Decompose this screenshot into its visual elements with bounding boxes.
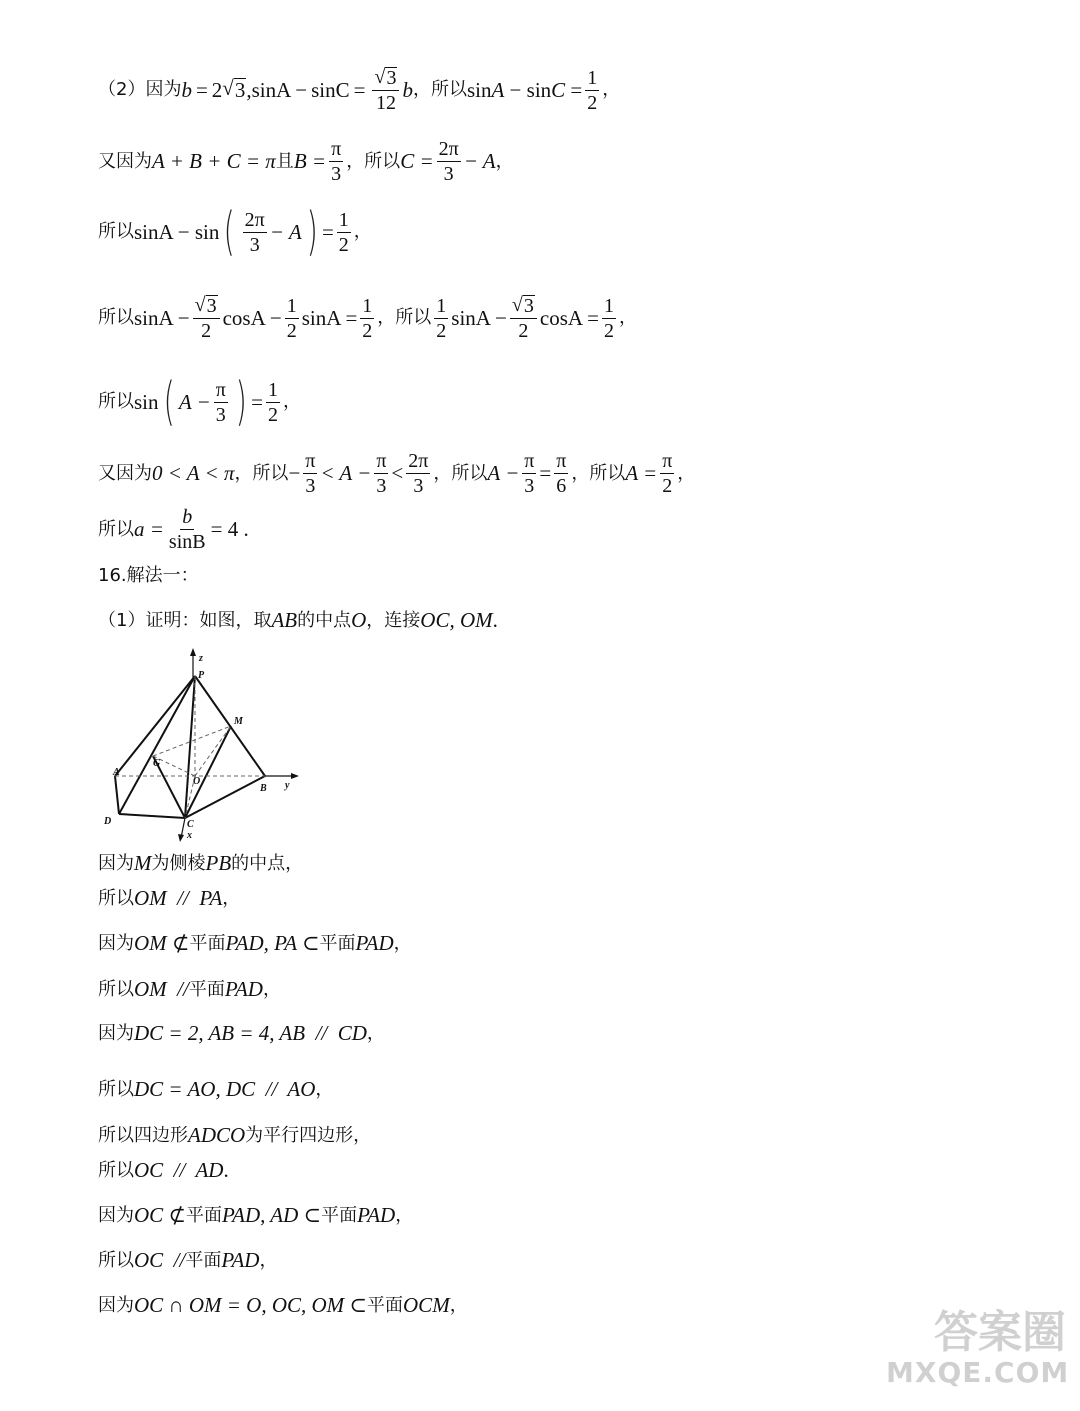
denominator: 3 (249, 233, 260, 256)
numerator: 2π (438, 138, 459, 160)
expression: PAD (355, 931, 394, 955)
denominator: 3 (413, 475, 424, 497)
expression: O (351, 608, 367, 632)
proof-line-1 (98, 610, 498, 631)
text: ，所以 (433, 462, 488, 484)
denominator: 3 (331, 163, 342, 185)
expression: sinA − (451, 305, 507, 330)
fraction-pi-over-2 (660, 450, 674, 497)
watermark-bottom: MXQE.COM (886, 1356, 1070, 1389)
text: 平面 (319, 932, 356, 954)
expression: A − (487, 461, 520, 485)
numerator: π (376, 450, 387, 472)
minus: − (295, 77, 308, 102)
numerator: 1 (587, 66, 598, 89)
text: 所以 (98, 1078, 134, 1100)
text: 平面 (188, 978, 225, 1000)
watermark-logo (886, 1307, 1070, 1401)
numerator: π (524, 450, 535, 472)
expression: OC // AD (134, 1158, 224, 1182)
expression: PAD, PA ⊂ (225, 931, 320, 955)
expression: OC, OM (420, 608, 493, 632)
edge-MC (185, 726, 231, 818)
fraction-pi-over-3 (329, 138, 343, 185)
proof-line-3 (98, 888, 240, 909)
x-arrow (178, 834, 184, 842)
denominator: 2 (338, 233, 349, 256)
label-C: C (187, 819, 194, 830)
text: 所以 (98, 221, 134, 242)
text: 因为 (98, 1022, 134, 1044)
expression: OM ⊄ (134, 931, 190, 955)
minus: − (288, 461, 301, 485)
pyramid-diagram (95, 648, 305, 843)
numerator: π (215, 378, 226, 401)
numerator: π (662, 450, 673, 472)
denominator: 2 (201, 320, 212, 342)
equals: = (539, 461, 552, 485)
text: 所以 (98, 391, 134, 412)
proof-line-4 (98, 933, 412, 954)
text: ，所以 (346, 150, 401, 172)
denominator: 2 (587, 91, 598, 114)
denominator: sinB (168, 531, 206, 553)
expression: PAD, AD ⊂ (222, 1203, 322, 1227)
text: 又因为 (98, 462, 152, 484)
label-x: x (187, 830, 192, 841)
text: ， (282, 391, 301, 412)
expression: < A − (320, 461, 372, 485)
sqrt-3: √ 3 (222, 76, 246, 103)
fraction-root3-over-2: √ 3 2 (193, 294, 220, 342)
text: 因为 (98, 852, 134, 874)
proof-line-5 (98, 979, 281, 1000)
text: . (223, 1158, 229, 1182)
expression: A = (625, 461, 658, 485)
text: ，所以 (412, 79, 467, 100)
numerator: 1 (267, 378, 278, 401)
text: 因为 (98, 932, 134, 954)
text: ， (618, 307, 637, 328)
expression: DC = AO, DC // AO (134, 1077, 316, 1101)
right-paren: ) (306, 202, 318, 262)
denominator: 2 (603, 319, 614, 342)
edge-AD (115, 776, 119, 814)
numerator: 2π (244, 208, 265, 231)
expression: − A (269, 219, 302, 244)
label-D: D (104, 816, 112, 827)
denominator: 2 (362, 319, 373, 342)
fraction-2pi-over-3 (437, 138, 461, 185)
text: 为平行四边形， (245, 1124, 372, 1146)
fraction-half (337, 209, 351, 256)
radicand: 3 (206, 295, 217, 317)
fraction-half (285, 295, 299, 342)
text: ， (449, 1294, 468, 1316)
equals: = (195, 77, 208, 102)
expression: sinA − sin (134, 219, 220, 244)
text: 所以 (98, 887, 134, 909)
numerator: 1 (338, 208, 349, 231)
expression: OCM (403, 1293, 450, 1317)
proof-line-8 (98, 1125, 371, 1146)
expression: A + B + C = π (152, 149, 276, 173)
text: ， (393, 932, 412, 954)
solution-line-4 (98, 294, 637, 342)
expression: 0 < A < π (152, 461, 235, 485)
text: 平面 (321, 1204, 358, 1226)
solution-line-5 (98, 372, 301, 432)
expression: cosA = (539, 305, 599, 330)
edge-OM (195, 726, 231, 776)
text: . (492, 608, 498, 632)
denominator: 2 (662, 475, 673, 497)
fraction-half (360, 295, 374, 342)
solution-line-7 (98, 506, 249, 553)
denominator: 3 (305, 475, 316, 497)
fraction-root3-over-2: √ 3 2 (510, 294, 537, 342)
label-A: A (113, 767, 120, 778)
expression: a = (134, 517, 164, 541)
y-arrow (291, 773, 299, 779)
expression: C = (400, 149, 434, 173)
expression: = 4 . (210, 517, 249, 541)
fraction-pi-over-3 (214, 379, 228, 426)
fraction-root3-over-12: √ 3 12 (372, 66, 399, 114)
radicand: 3 (523, 295, 534, 317)
text: 所以四边形 (98, 1124, 188, 1146)
var-b: b (181, 77, 192, 102)
label-M: M (234, 716, 243, 727)
text: 所以 (98, 978, 134, 1000)
expression: OC ∩ OM = O, OC, OM ⊂ (134, 1293, 368, 1317)
numerator: 2π (408, 450, 429, 472)
text: （2）因为 (98, 79, 182, 100)
solution-line-2 (98, 138, 514, 185)
solution-line-6 (98, 450, 695, 497)
numerator: π (556, 450, 567, 472)
right-paren: ) (235, 372, 247, 432)
numerator: π (331, 138, 342, 160)
denominator: 6 (556, 475, 567, 497)
fraction-half (602, 295, 616, 342)
radicand: 3 (234, 78, 246, 103)
proof-line-2 (98, 853, 303, 874)
sinA (251, 77, 292, 102)
text: ， (315, 1078, 334, 1100)
text: ， (395, 1204, 414, 1226)
expression: OC // (134, 1248, 186, 1272)
sinA-text: sinA (251, 77, 292, 102)
expression: A − (178, 389, 211, 414)
expression: cosA − (222, 305, 282, 330)
denominator: 3 (215, 403, 226, 426)
fraction-pi-over-3 (303, 450, 317, 497)
text: 因为 (98, 1294, 134, 1316)
expression: PAD (221, 1248, 260, 1272)
text: 16.解法一： (98, 565, 199, 586)
label-y: y (285, 780, 290, 791)
expression: sinA − (134, 305, 190, 330)
text: ，所以 (571, 462, 626, 484)
text: 且 (275, 150, 294, 172)
expression: OM // (134, 977, 189, 1001)
equals: = (321, 219, 334, 244)
numerator: π (305, 450, 316, 472)
text: 平面 (186, 1204, 223, 1226)
proof-line-6 (98, 1023, 385, 1044)
label-z: z (199, 653, 203, 664)
expression: M (134, 851, 152, 875)
text: ，连接 (366, 609, 421, 631)
expression: − A (463, 149, 496, 173)
denominator: 3 (524, 475, 535, 497)
fraction-pi-over-3 (374, 450, 388, 497)
expression: OC ⊄ (134, 1203, 187, 1227)
proof-line-12 (98, 1295, 468, 1316)
label-G: G (153, 758, 161, 769)
numerator: 1 (286, 294, 297, 317)
fraction-2pi-over-3 (406, 450, 430, 497)
text: 为侧棱 (151, 852, 206, 874)
expression: PB (205, 851, 232, 875)
text: 平面 (367, 1294, 404, 1316)
edge-DC (119, 814, 185, 818)
label-B: B (260, 783, 267, 794)
text: 的中点， (231, 852, 304, 874)
left-paren: ( (163, 372, 175, 432)
numerator: 1 (603, 294, 614, 317)
number: 2 (211, 77, 223, 102)
var-b: b (402, 77, 413, 102)
solution-line-1: （2）因为 b = 2 √ 3 , sinA − sinC = √ 3 12 b ，所以 sinA − sinC = $\frac{1}{2}$ ， (98, 66, 621, 114)
text: ， (259, 1249, 278, 1271)
text: ， (222, 887, 241, 909)
numerator: 1 (436, 294, 447, 317)
text: ，所以 (377, 307, 432, 328)
proof-line-9 (98, 1160, 229, 1181)
text: 所以 (98, 1249, 134, 1271)
denominator: 12 (375, 92, 396, 114)
equals: = (251, 389, 263, 414)
watermark-top: 答案圈 (934, 1307, 1066, 1358)
pyramid-svg (95, 648, 305, 843)
text: ， (677, 462, 696, 484)
text: 平面 (185, 1249, 222, 1271)
denominator: 2 (436, 319, 447, 342)
sinC: sinC (311, 77, 350, 102)
numerator: 1 (362, 294, 373, 317)
text: ， (353, 221, 372, 242)
left-paren: ( (223, 202, 236, 262)
denominator: 3 (376, 475, 387, 497)
text: 所以 (98, 307, 134, 328)
text: ， (262, 978, 281, 1000)
fraction-b-over-sinB (167, 506, 208, 553)
z-arrow (190, 648, 196, 656)
denominator: 3 (443, 163, 454, 185)
edge-PD (119, 676, 195, 814)
proof-line-10 (98, 1205, 413, 1226)
denominator: 2 (518, 320, 529, 342)
text: ， (495, 150, 514, 172)
text: 所以 (98, 1159, 134, 1181)
radicand: 3 (386, 67, 397, 89)
fraction-half (434, 295, 448, 342)
text: 平面 (189, 932, 226, 954)
expression: OM // PA (134, 886, 223, 910)
text: 又因为 (98, 150, 152, 172)
expression: sin (134, 389, 159, 414)
text: ， (602, 79, 621, 100)
comma: , (246, 77, 252, 102)
solution-heading (98, 567, 199, 585)
solution-line-3 (98, 202, 372, 262)
label-P: P (198, 670, 205, 681)
expression: sinA = (301, 305, 358, 330)
expression: DC = 2, AB = 4, AB // CD (134, 1021, 367, 1045)
fraction-2pi-over-3 (243, 209, 267, 256)
denominator: 2 (286, 319, 297, 342)
fraction-pi-over-3 (522, 450, 536, 497)
text: 的中点 (297, 609, 352, 631)
proof-line-7 (98, 1079, 333, 1100)
fraction-pi-over-6 (554, 450, 568, 497)
numerator: b (182, 506, 193, 528)
text: ， (366, 1022, 385, 1044)
less-than: < (391, 461, 404, 485)
text: （1）证明：如图，取 (98, 609, 272, 631)
text: 因为 (98, 1204, 134, 1226)
denominator: 2 (267, 403, 278, 426)
label-O: O (193, 776, 201, 787)
text: ，所以 (234, 462, 289, 484)
expression: ADCO (188, 1123, 246, 1147)
text: 所以 (98, 518, 134, 540)
expression: AB (271, 608, 298, 632)
fraction-half (585, 67, 599, 114)
expression: B = (293, 149, 327, 173)
expression: PAD (224, 977, 263, 1001)
expression: PAD (357, 1203, 396, 1227)
proof-line-11 (98, 1250, 277, 1271)
fraction-half (266, 379, 280, 426)
